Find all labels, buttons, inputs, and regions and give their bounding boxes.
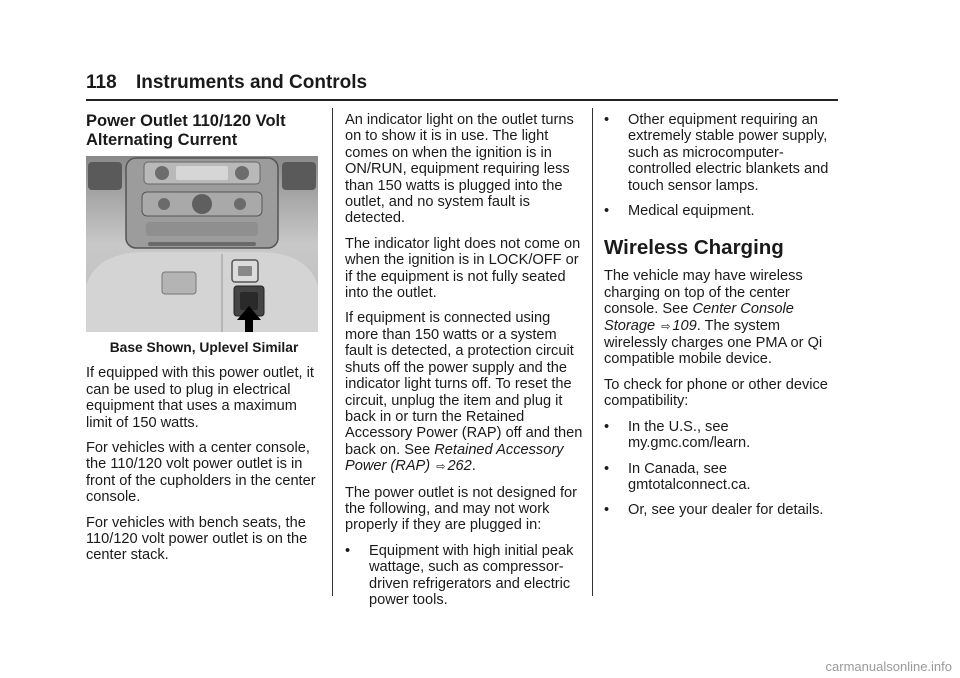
page-header [86, 72, 367, 94]
paragraph: The indicator light does not come on when the ignition is in LOCK/OFF or if the equipment is not fully seated into the outlet. [345, 235, 581, 302]
column-divider [332, 108, 333, 596]
bullet-icon: • [604, 112, 610, 128]
page-arrow-icon: ⇨ [661, 320, 671, 333]
paragraph-with-reference [604, 268, 840, 367]
page-number: 118 [86, 72, 117, 93]
bullet-icon: • [604, 502, 610, 519]
bullet-icon: • [604, 203, 610, 220]
list-item-text: Other equipment requiring an extremely stable power supply, such as microcomputer-controlled electric blankets and touch sensor lamps. [628, 112, 829, 194]
list-item-text: Equipment with high initial peak wattage, such as compressor-driven refrigerators and electric power tools. [369, 542, 574, 608]
column-1 [86, 112, 322, 573]
list-item-text: In Canada, see gmtotalconnect.ca. [628, 460, 751, 493]
bullet-icon: • [345, 542, 351, 559]
list-item [604, 203, 840, 219]
header-rule [86, 99, 838, 101]
column-2 [345, 112, 583, 617]
paragraph: If equipped with this power outlet, it can be used to plug in electrical equipment that uses a maximum limit of 150 watts. [86, 365, 314, 431]
list-item [604, 112, 840, 194]
figure-caption: Base Shown, Uplevel Similar [109, 340, 299, 355]
list-item-text: In the U.S., see my.gmc.com/learn. [628, 418, 751, 452]
paragraph-text: If equipment is connected using more than 150 watts or a system fault is detected, a protection circuit shuts off the power supply and the indicator light turns off. To reset the circuit, unplug the item and plug it back in or turn the Retained Accessory Power (RAP) off and then back on. See [345, 310, 583, 458]
power-outlet-illustration [86, 156, 318, 332]
list-item [604, 419, 840, 452]
column-divider [592, 108, 593, 596]
paragraph: To check for phone or other device compatibility: [604, 376, 828, 410]
bullet-icon: • [604, 460, 610, 477]
paragraph: For vehicles with bench seats, the 110/120 volt power outlet is on the center stack. [86, 514, 308, 564]
power-outlet-heading: Power Outlet 110/120 Volt Alternating Current [86, 112, 286, 149]
reference-page: 109 [672, 317, 697, 334]
section-title: Instruments and Controls [135, 72, 368, 93]
column-3 [604, 112, 840, 528]
list-item [604, 502, 840, 518]
cross-reference-link[interactable]: Center Console Storage ⇨ 109 [604, 301, 794, 334]
paragraph-with-reference: If equipment is connected using more than 150 watts or a system fault is detected, a protection circuit shuts off the power supply and the indicator light turns off. To reset the circuit, unplug the item and plug it back in or turn the Retained Accessory Power (RAP) off and then back on. See Retained Accessory Power (RAP) ⇨ 262. [345, 310, 583, 475]
paragraph: The power outlet is not designed for the following, and may not work properly if they are plugged in: [345, 484, 578, 534]
paragraph-text: The vehicle may have wireless charging on top of the center console. See [604, 268, 803, 318]
cross-reference-link[interactable]: Retained Accessory Power (RAP) ⇨ 262 [345, 441, 564, 475]
paragraph-text: . The system wirelessly charges one PMA or Qi compatible mobile device. [604, 317, 823, 368]
reference-page: 262 [447, 458, 472, 475]
bullet-icon: • [604, 418, 610, 435]
list-item-text: Medical equipment. [628, 203, 755, 220]
list-item [604, 461, 840, 494]
watermark-footer: carmanualsonline.info [825, 659, 952, 674]
paragraph: An indicator light on the outlet turns on to show it is in use. The light comes on when the ignition is in ON/RUN, equipment requiring less than 150 watts is plugged into the outlet, and no system fault is detected. [345, 112, 574, 227]
page-arrow-icon: ⇨ [436, 461, 446, 474]
wireless-charging-heading: Wireless Charging [604, 236, 784, 260]
list-item-text: Or, see your dealer for details. [628, 502, 824, 519]
list-item [345, 543, 583, 609]
paragraph: For vehicles with a center console, the 110/120 volt power outlet is in front of the cupholders in the center console. [86, 440, 316, 506]
